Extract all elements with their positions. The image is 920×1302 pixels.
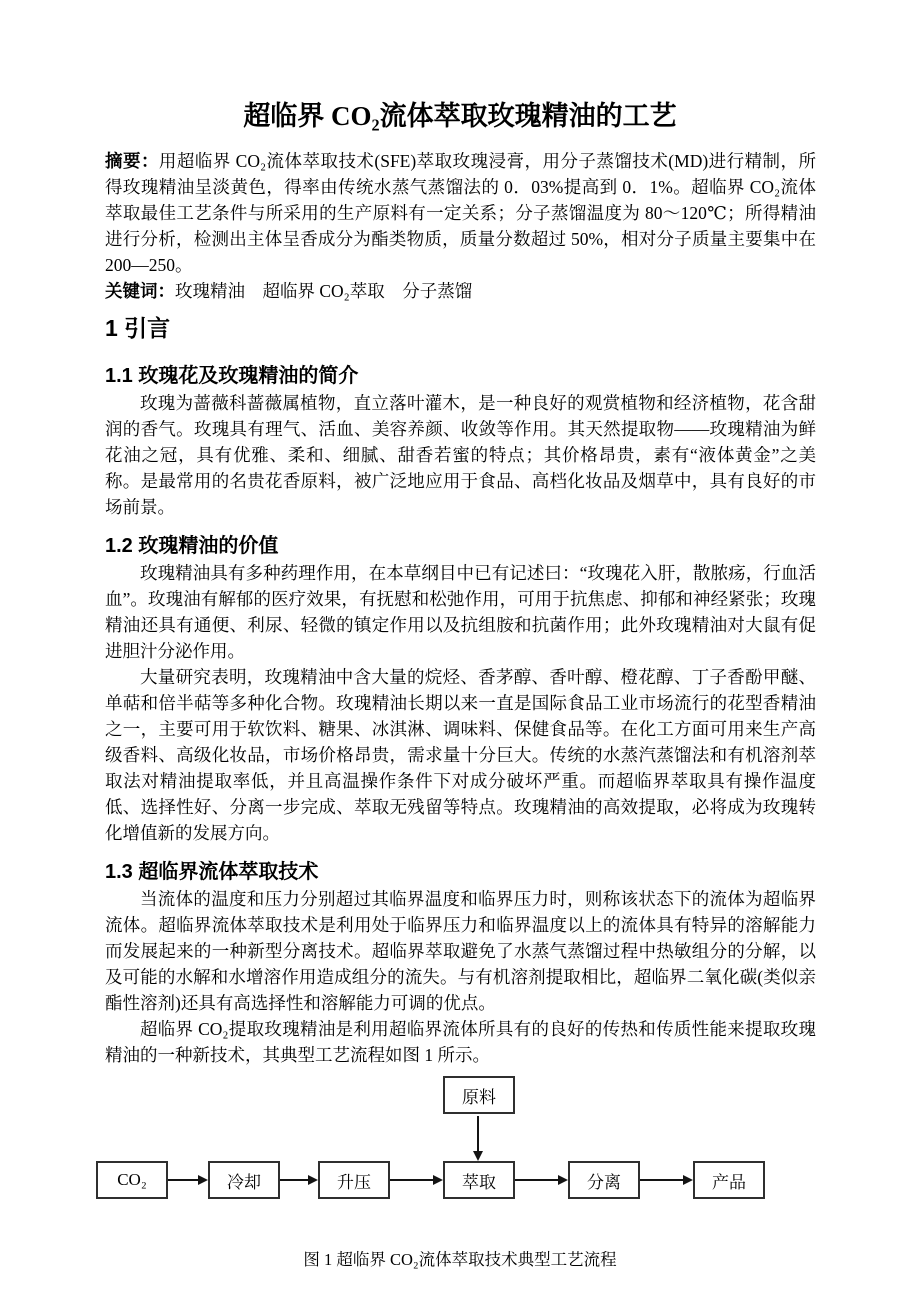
abstract-paragraph (105, 148, 816, 278)
section-1-3-heading: 1.3 超临界流体萃取技术 (105, 861, 319, 883)
section-1-heading: 1 引言 (105, 315, 171, 341)
section-1-2-paragraph-1: 玫瑰精油具有多种药理作用，在本草纲目中已有记述曰：“玫瑰花入肝，散脓疡，行血活血”。玫瑰油有解郁的医疗效果，有抚慰和松弛作用，可用于抗焦虑、抑郁和神经紧张；玫瑰精油还具有通便、利尿、轻微的镇定作用以及抗组胺和抗菌作用；此外玫瑰精油对大鼠有促进胆汁分泌作用。 (105, 563, 816, 661)
process-flow-diagram (0, 1070, 920, 1218)
flow-box-raw-material: 原料 (443, 1076, 515, 1114)
keywords-line (105, 278, 816, 304)
figure-caption: 图 1 超临界 CO₂流体萃取技术典型工艺流程 (303, 1250, 617, 1269)
keywords-label: 关键词： (105, 281, 175, 301)
section-1-2-heading: 1.2 玫瑰精油的价值 (105, 535, 279, 557)
section-1-3-paragraph-1: 当流体的温度和压力分别超过其临界温度和临界压力时，则称该状态下的流体为超临界流体。超临界流体萃取技术是利用处于临界压力和临界温度以上的流体具有特异的溶解能力而发展起来的一种新型分离技术。超临界萃取避免了水蒸气蒸馏过程中热敏组分的分解，以及可能的水解和水增溶作用造成组分的流失。与有机溶剂提取相比，超临界二氧化碳(类似亲酯性溶剂)还具有高选择性和溶解能力可调的优点。 (105, 889, 816, 1013)
flow-box-extraction: 萃取 (443, 1161, 515, 1199)
section-1-3-paragraph-2: 超临界 CO₂提取玫瑰精油是利用超临界流体所具有的良好的传热和传质性能来提取玫瑰精油的一种新技术，其典型工艺流程如图 1 所示。 (105, 1019, 816, 1065)
abstract-label: 摘要： (105, 151, 159, 171)
section-1-2-paragraph-2: 大量研究表明，玫瑰精油中含大量的烷烃、香茅醇、香叶醇、橙花醇、丁子香酚甲醚、单萜和倍半萜等多种化合物。玫瑰精油长期以来一直是国际食品工业市场流行的花型香精油之一，主要可用于软饮料、糖果、冰淇淋、调味料、保健食品等。在化工方面可用来生产高级香料、高级化妆品，市场价格昂贵，需求量十分巨大。传统的水蒸汽蒸馏法和有机溶剂萃取法对精油提取率低，并且高温操作条件下对成分破坏严重。而超临界萃取具有操作温度低、选择性好、分离一步完成、萃取无残留等特点。玫瑰精油的高效提取，必将成为玫瑰转化增值新的发展方向。 (105, 667, 816, 843)
paper-title: 超临界 CO₂流体萃取玫瑰精油的工艺 (243, 101, 677, 131)
abstract-text: 用超临界 CO₂流体萃取技术(SFE)萃取玫瑰浸膏，用分子蒸馏技术(MD)进行精制，所得玫瑰精油呈淡黄色，得率由传统水蒸气蒸馏法的 0．03%提高到 0．1%。超临界 CO₂流体萃取最佳工艺条件与所采用的生产原料有一定关系；分子蒸馏温度为 80～120℃；所得精油进行分析，检测出主体呈香成分为酯类物质，质量分数超过 50%，相对分子质量主要集中在 200—250。 (105, 151, 816, 275)
flow-arrow-right-2 (280, 1179, 308, 1181)
flow-box-product: 产品 (693, 1161, 765, 1199)
flow-arrow-down (477, 1116, 479, 1151)
flow-box-cooling: 冷却 (208, 1161, 280, 1199)
flow-arrow-right-4 (515, 1179, 558, 1181)
section-1-1-heading: 1.1 玫瑰花及玫瑰精油的简介 (105, 365, 359, 387)
section-1-1-paragraph: 玫瑰为蔷薇科蔷薇属植物，直立落叶灌木，是一种良好的观赏植物和经济植物，花含甜润的香气。玫瑰具有理气、活血、美容养颜、收敛等作用。其天然提取物——玫瑰精油为鲜花油之冠，具有优雅、柔和、细腻、甜香若蜜的特点；其价格昂贵，素有“液体黄金”之美称。是最常用的名贵花香原料，被广泛地应用于食品、高档化妆品及烟草中，具有良好的市场前景。 (105, 393, 816, 517)
flow-arrow-right-3 (390, 1179, 433, 1181)
flow-box-co2: CO₂ (96, 1161, 168, 1199)
keywords-text: 玫瑰精油 超临界 CO₂萃取 分子蒸馏 (175, 281, 473, 301)
flow-arrow-right-1 (168, 1179, 198, 1181)
flow-arrow-right-5 (640, 1179, 683, 1181)
flow-box-pressurize: 升压 (318, 1161, 390, 1199)
flow-box-separation: 分离 (568, 1161, 640, 1199)
